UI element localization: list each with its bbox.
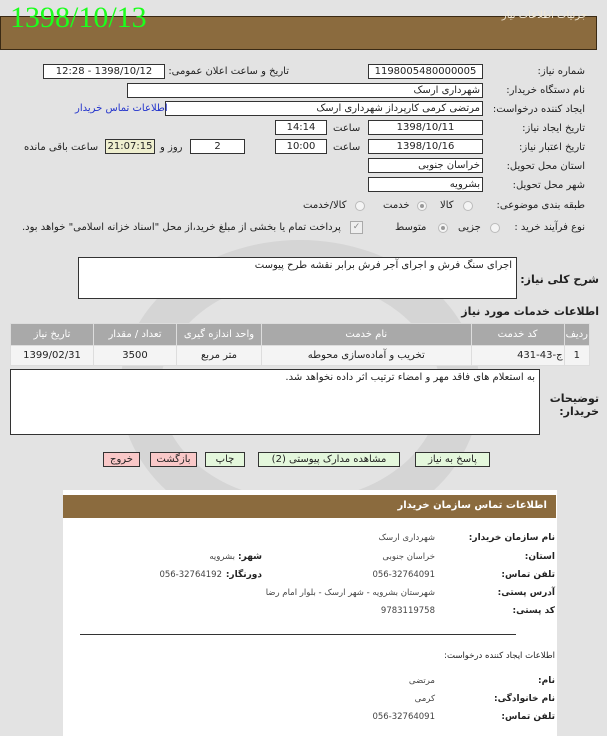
reply-button[interactable]: پاسخ به نیاز [415,452,490,467]
city-label: شهر محل تحویل: [512,180,585,191]
category-option-both: کالا/خدمت [303,200,347,211]
remaining-time-field: 21:07:15 [105,139,155,154]
province-value: خراسان جنوبی [382,552,435,562]
creator-heading: اطلاعات ایجاد کننده درخواست: [444,651,555,661]
creator-phone-value: 056-32764091 [372,712,435,722]
divider [80,634,516,635]
remaining-label: ساعت باقی مانده [24,142,99,153]
fax-label: دورنگار: [225,570,262,580]
creator-phone-label: تلفن تماس: [501,712,555,722]
phone-label: تلفن تماس: [501,570,555,580]
attachments-button[interactable]: مشاهده مدارک پیوستی (2) [258,452,400,467]
city-field[interactable]: بشرویه [368,177,483,192]
description-label: شرح کلی نیاز: [520,273,599,286]
col-qty: تعداد / مقدار [94,324,177,346]
creator-field[interactable]: مرتضی کرمی کارپرداز شهرداری ارسک [165,101,483,116]
table-row [11,346,590,366]
col-name: نام خدمت [262,324,472,346]
category-option-service: خدمت [383,200,410,211]
cell-row: 1 [564,346,589,366]
cell-code: ج-43-431 [471,346,564,366]
contact-panel-title: اطلاعات تماس سازمان خریدار [397,500,547,511]
services-heading: اطلاعات خدمات مورد نیاز [461,305,599,318]
back-button[interactable]: بازگشت [150,452,197,467]
created-label: تاریخ ایجاد نیاز: [522,123,585,134]
time-label: ساعت [333,142,361,153]
col-date: تاریخ نیاز [11,324,94,346]
buyer-field[interactable]: شهرداری ارسک [127,83,483,98]
created-time-field[interactable]: 14:14 [275,120,327,135]
announce-field[interactable]: 1398/10/12 - 12:28 [43,64,165,79]
header-date: 1398/10/13 [10,1,147,34]
table-header-row [11,324,590,346]
phone-value: 056-32764091 [372,570,435,580]
process-radio-medium[interactable] [438,223,448,233]
col-code: کد خدمت [471,324,564,346]
exit-button[interactable]: خروج [103,452,140,467]
fax-value: 056-32764192 [159,570,222,580]
print-button[interactable]: چاپ [205,452,245,467]
category-label: طبقه بندی موضوعی: [496,200,585,211]
category-option-goods: کالا [440,200,454,211]
city-label: شهر: [238,552,262,562]
creator-label: ایجاد کننده درخواست: [492,104,585,115]
name-value: مرتضی [408,676,435,686]
category-radio-service[interactable] [417,201,427,211]
province-label: استان: [524,552,555,562]
valid-date-field[interactable]: 1398/10/16 [368,139,483,154]
category-radio-goods[interactable] [463,201,473,211]
treasury-checkbox[interactable]: ✓ [350,221,363,234]
org-value: شهرداری ارسک [378,533,435,543]
buyer-notes-textarea[interactable]: به استعلام های فاقد مهر و امضاء ترتیب اثر داده نخواهد شد. [10,369,540,435]
province-field[interactable]: خراسان جنوبی [368,158,483,173]
process-option-medium: متوسط [395,222,427,233]
cell-name: تخریب و آماده‌سازی محوطه [262,346,472,366]
province-label: استان محل تحویل: [506,161,585,172]
col-row: ردیف [564,324,589,346]
header-title: جزئیات اطلاعات نیاز [501,10,587,21]
process-label: نوع فرآیند خرید : [514,222,585,233]
need-number-label: شماره نیاز: [537,66,585,77]
address-value: شهرستان بشرویه - شهر ارسک - بلوار امام رضا [265,588,435,598]
valid-label: تاریخ اعتبار نیاز: [519,142,585,153]
announce-label: تاریخ و ساعت اعلان عمومی: [168,66,289,77]
buyer-label: نام دستگاه خریدار: [506,85,585,96]
days-field[interactable]: 2 [190,139,245,154]
valid-time-field[interactable]: 10:00 [275,139,327,154]
time-label: ساعت [333,123,361,134]
org-label: نام سازمان خریدار: [468,533,555,543]
city-value: بشرویه [209,552,235,562]
need-number-field[interactable]: 1198005480000005 [368,64,483,79]
buyer-notes-label: توضیحات خریدار: [549,392,599,418]
category-radio-both[interactable] [355,201,365,211]
process-option-minor: جزیی [458,222,481,233]
postal-value: 9783119758 [380,606,435,616]
created-date-field[interactable]: 1398/10/11 [368,120,483,135]
cell-qty: 3500 [94,346,177,366]
process-radio-minor[interactable] [490,223,500,233]
name-label: نام: [538,676,555,686]
family-value: کرمی [414,694,435,704]
services-table [10,323,590,366]
payment-note: پرداخت تمام یا بخشی از مبلغ خرید،از محل "اسناد خزانه اسلامی" خواهد بود. [22,222,341,233]
col-unit: واحد اندازه گیری [177,324,262,346]
family-label: نام خانوادگی: [493,694,555,704]
contact-panel [63,490,557,736]
description-textarea[interactable]: اجرای سنگ فرش و اجرای آجر فرش برابر نقشه طرح پیوست [78,257,517,299]
days-label: روز و [160,142,183,153]
address-label: آدرس پستی: [497,588,555,598]
cell-date: 1399/02/31 [11,346,94,366]
postal-label: کد پستی: [512,606,555,616]
buyer-contact-link[interactable]: اطلاعات تماس خریدار [75,103,168,114]
cell-unit: متر مربع [177,346,262,366]
